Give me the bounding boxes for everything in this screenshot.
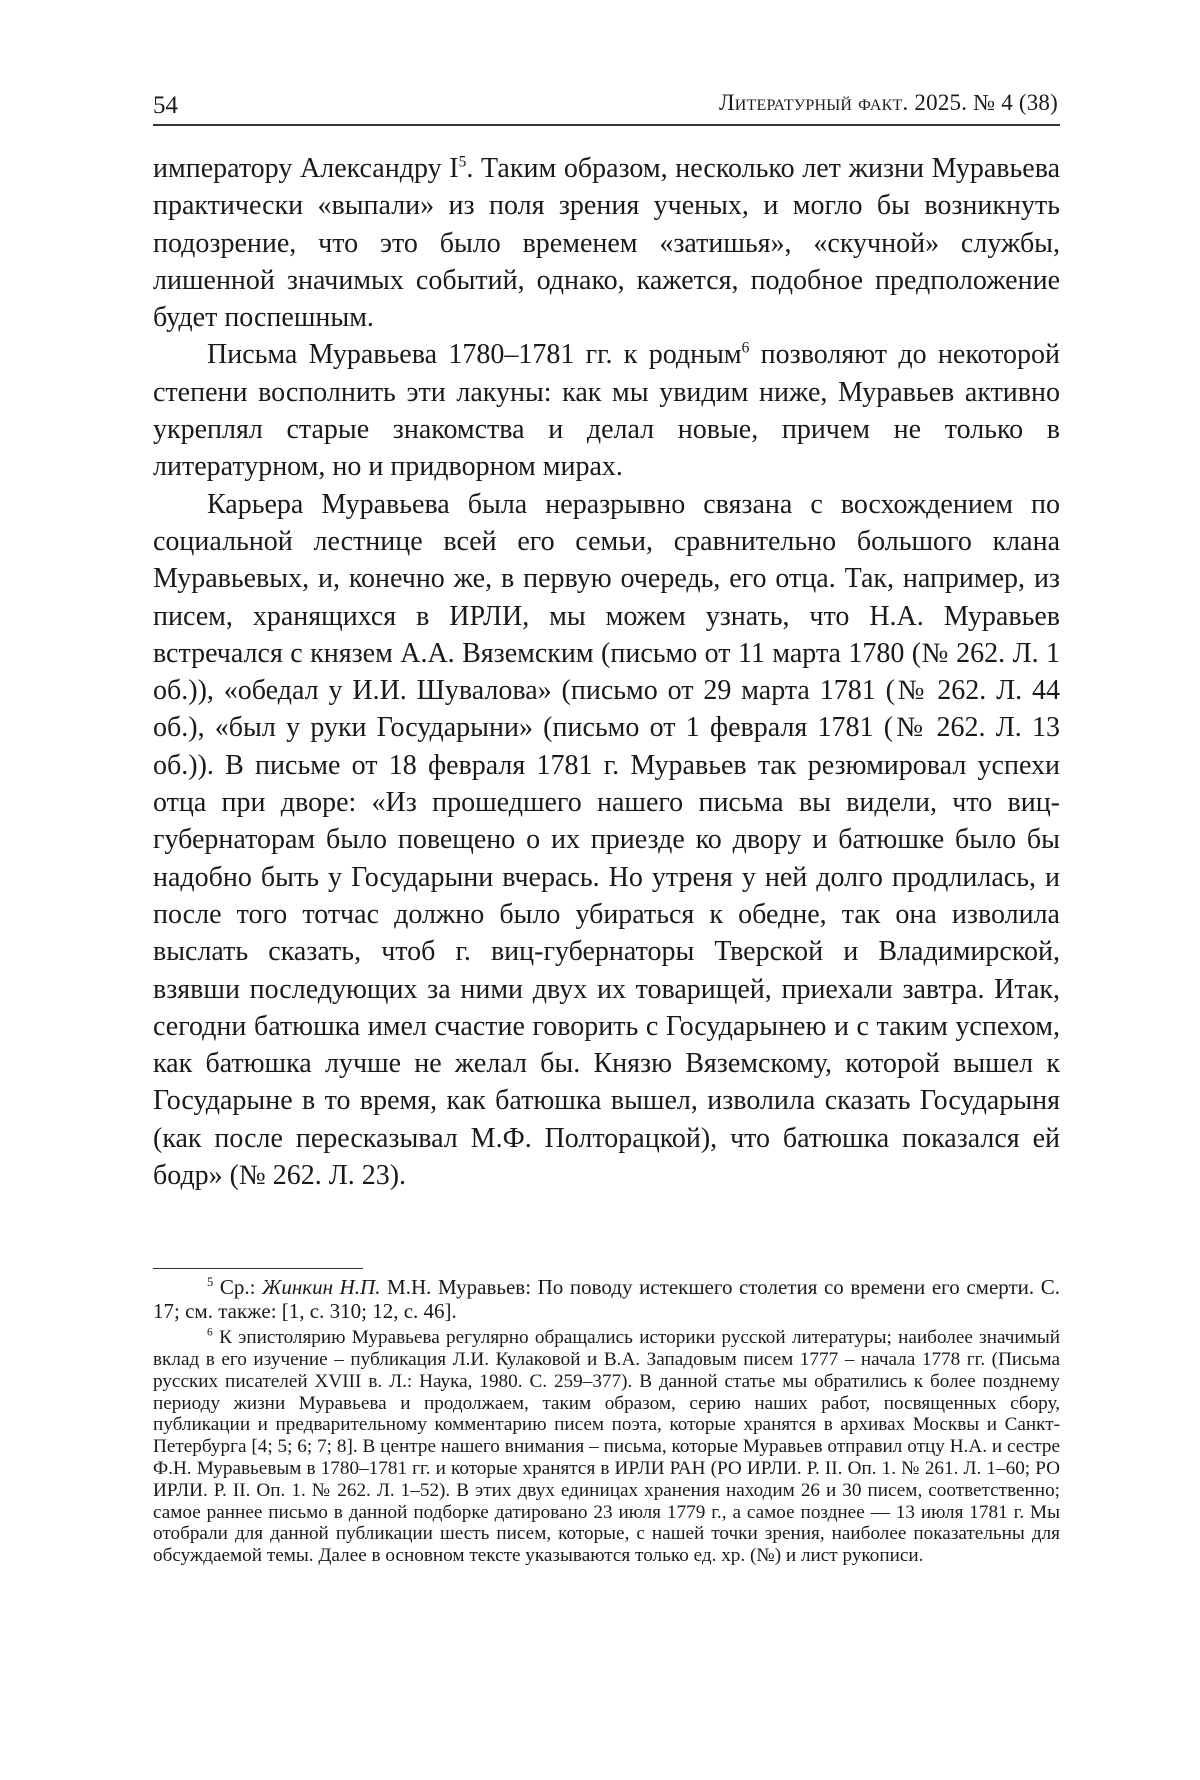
paragraph-1-text-a: императору Александру I [153,153,459,184]
footnote-5-number: 5 [207,1275,214,1289]
footnote-divider [153,1268,363,1269]
footnote-5 [153,1276,1060,1323]
footnote-5-author: Жинкин Н.П. [262,1275,381,1299]
footnote-6-number: 6 [207,1326,213,1339]
footnote-6-text: К эпистолярию Муравьева регулярно обращались историки русской литературы; наиболее значимый вклад в его изучение – публикация Л.И. Кулаковой и В.А. Западовым писем 1777 – начала 1778 гг. (Письма русских писателей XVIII в. Л.: Наука, 1980. С. 259–377). В данной статье мы обратились к более позднему периоду жизни Муравьева и продолжаем, таким образом, серию наших работ, посвященных сбору, публикации и предварительному комментарию писем поэта, которые хранятся в архивах Москвы и Санкт-Петербурга [4; 5; 6; 7; 8]. В центре нашего внимания – письма, которые Муравьев отправил отцу Н.А. и сестре Ф.Н. Муравьевым в 1780–1781 гг. и которые хранятся в ИРЛИ РАН (РО ИРЛИ. Р. II. Оп. 1. № 261. Л. 1–60; РО ИРЛИ. Р. II. Оп. 1. № 262. Л. 1–52). В этих двух единицах хранения находим 26 и 30 писем, соответственно; самое раннее письмо в данной подборке датировано 23 июля 1779 г., а самое позднее — 13 июля 1781 г. Мы отобрали для данной публикации шесть писем, которые, с нашей точки зрения, наиболее показательны для обсуждаемой темы. Далее в основном тексте указываются только ед. хр. (№) и лист рукописи. [153,1327,1060,1567]
paragraph-2-text-a: Письма Муравьева 1780–1781 гг. к родным [207,339,742,371]
paragraph-1 [153,150,1060,336]
footnote-ref-6[interactable]: 6 [741,340,750,358]
footnote-5-text: М.Н. Муравьев: По поводу истекшего столетия со времени его смерти. С. 17; см. также: [1, с. 310; 12, с. 46]. [153,1275,1061,1323]
paragraph-2-text-b: позволяют до некоторой степени восполнить эти лакуны: как мы увидим ниже, Муравьев активно укреплял старые знакомства и делал новые, причем не только в литературном, но и придворном мирах. [153,339,1060,483]
footnote-ref-5[interactable]: 5 [458,153,467,171]
paragraph-1-text-b: . Таким образом, несколько лет жизни Муравьева практически «выпали» из поля зрения ученых, и могло бы возникнуть подозрение, что это было временем «затишья», «скучной» службы, лишенной значимых событий, однако, кажется, подобное предположение будет поспешным. [153,153,1060,334]
page-number: 54 [153,92,178,119]
main-text [153,150,1060,1194]
footnote-6 [153,1327,1060,1567]
paragraph-3: Карьера Муравьева была неразрывно связана с восхождением по социальной лестнице всей его семьи, сравнительно большого клана Муравьевых, и, конечно же, в первую очередь, его отца. Так, например, из писем, хранящихся в ИРЛИ, мы можем узнать, что Н.А. Муравьев встречался с князем А.А. Вяземским (письмо от 11 марта 1780 (№ 262. Л. 1 об.)), «обедал у И.И. Шувалова» (письмо от 29 марта 1781 (№ 262. Л. 44 об.), «был у руки Государыни» (письмо от 1 февраля 1781 (№ 262. Л. 13 об.)). В письме от 18 февраля 1781 г. Муравьев так резюмировал успехи отца при дворе: «Из прошедшего нашего письма вы видели, что виц-губернаторам было повещено о их приезде ко двору и батюшке было бы надобно быть у Государыни вчерась. Но утреня у ней долго продлилась, и после того тотчас должно было убираться к обедне, так она изволила выслать сказать, чтоб г. виц-губернаторы Тверской и Владимирской, взявши последующих за ними двух их товарищей, приехали завтра. Итак, сегодни батюшка имел счастие говорить с Государынею и с таким успехом, как батюшка лучше не желал бы. Князю Вяземскому, которой вышел к Государыне в то время, как батюшка вышел, изволила сказать Государыня (как после пересказывал М.Ф. Полторацкой), что батюшка показался ей бодр» (№ 262. Л. 23). [153,488,1060,1192]
paragraph-2 [153,336,1060,485]
page-header [153,84,1060,126]
running-title: Литературный факт. 2025. № 4 (38) [718,90,1058,115]
footnote-5-prefix: Ср.: [219,1275,263,1299]
footnotes [153,1276,1060,1571]
